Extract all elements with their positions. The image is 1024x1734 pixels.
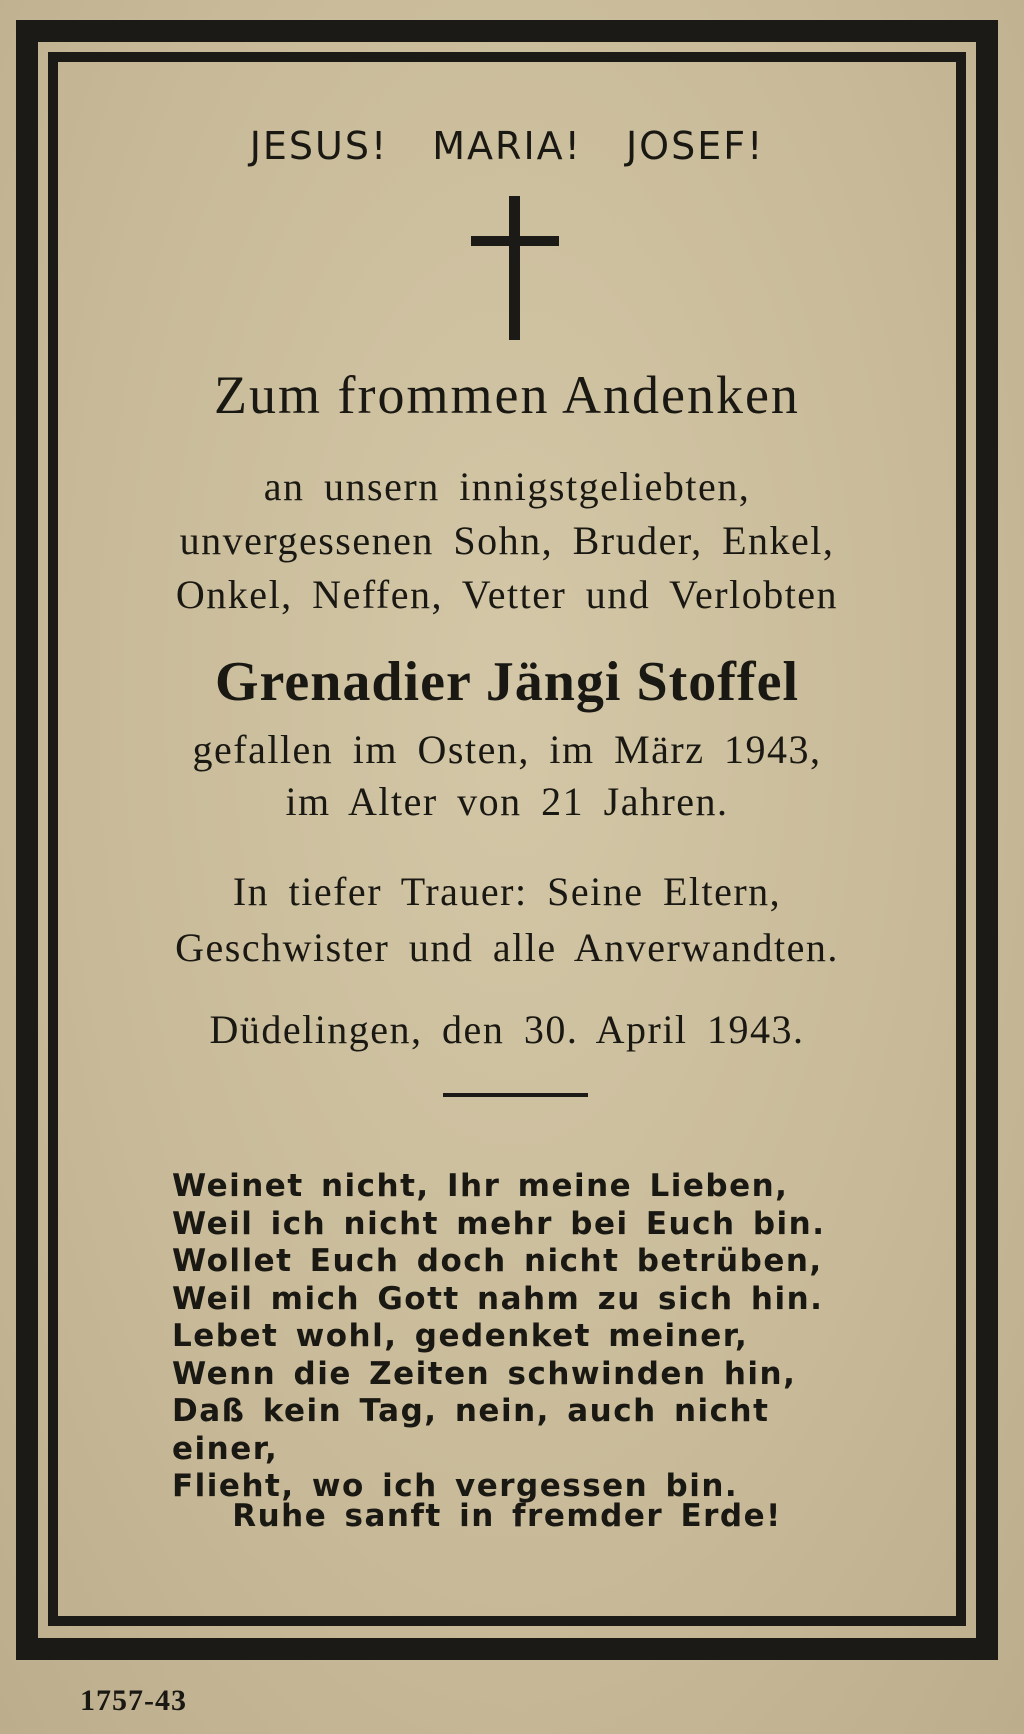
death-details [58,724,956,828]
poem-line: Weil mich Gott nahm zu sich hin. [172,1280,824,1317]
dedication-line: unvergessenen Sohn, Bruder, Enkel, [179,518,835,563]
dedication-line: an unsern innigstgeliebten, [263,464,751,509]
poem-line: Wollet Euch doch nicht betrüben, [172,1243,823,1279]
print-number: 1757-43 [80,1684,187,1717]
poem-line: Daß kein Tag, nein, auch nicht einer, [172,1393,770,1467]
headline: Zum frommen Andenken [214,365,800,425]
cross-icon [471,196,559,346]
mourners-line: Geschwister und alle Anverwandten. [175,925,839,970]
deceased-name: Grenadier Jängi Stoffel [214,651,799,713]
closing-line: Ruhe sanft in fremder Erde! [232,1498,782,1534]
dedication-line: Onkel, Neffen, Vetter und Verlobten [175,572,839,617]
place-and-date: Düdelingen, den 30. April 1943. [209,1007,805,1052]
invocation-text: JESUS! MARIA! JOSEF! [249,124,765,168]
poem-line: Wenn die Zeiten schwinden hin, [172,1355,797,1392]
divider-rule [443,1093,588,1097]
death-detail-line: gefallen im Osten, im März 1943, [192,727,822,772]
card-content [58,62,956,1616]
dedication-block [58,460,956,622]
mourners-line: In tiefer Trauer: Seine Eltern, [232,869,782,914]
poem [172,1168,872,1506]
poem-line: Weil ich nicht mehr bei Euch bin. [172,1205,826,1242]
death-detail-line: im Alter von 21 Jahren. [285,779,729,824]
mourners-block [58,864,956,976]
poem-line: Weinet nicht, Ihr meine Lieben, [172,1168,789,1204]
poem-line: Lebet wohl, gedenket meiner, [172,1318,749,1354]
poem-line: Flieht, wo ich vergessen bin. [172,1468,739,1504]
